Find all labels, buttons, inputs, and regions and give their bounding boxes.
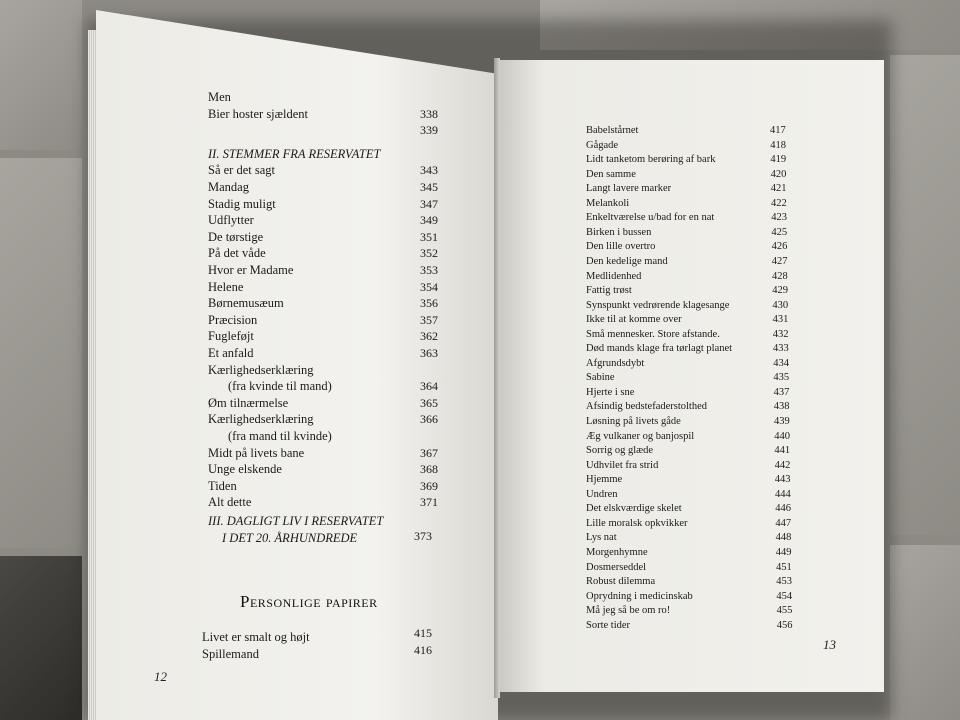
toc-entry-page-number: 448: [775, 532, 792, 544]
toc-entry-title: Oprydning i medicinskab: [586, 590, 693, 602]
toc-entry-title: På det våde: [208, 246, 266, 261]
toc-entry-title: Børnemusæum: [208, 296, 284, 311]
toc-entry-page-number: 437: [773, 386, 790, 398]
toc-entry-page-number: 353: [420, 263, 438, 277]
toc-entry-page-number: 443: [774, 474, 791, 486]
toc-entry-page-number: 343: [420, 163, 438, 178]
toc-entry-page-number: 441: [774, 445, 791, 457]
toc-entry-title: Æg vulkaner og banjospil: [586, 430, 695, 442]
toc-entry-page-number: 438: [773, 401, 790, 413]
toc-entry-page-number: 339: [420, 123, 438, 138]
toc-entry-title: Spillemand: [202, 647, 259, 661]
toc-entry-title: Et anfald: [208, 346, 254, 360]
toc-entry-title: Ikke til at komme over: [586, 314, 682, 326]
toc-entry-title: Løsning på livets gåde: [586, 416, 681, 427]
toc-entry-page-number: 418: [770, 139, 786, 151]
toc-entry-title: Tiden: [208, 478, 237, 493]
toc-entry-title: Udhvilet fra strid: [586, 459, 659, 471]
toc-entry-title: Så er det sagt: [208, 163, 275, 178]
toc-entry-title: Gågade: [586, 139, 619, 151]
toc-entry-page-number: 338: [420, 106, 438, 121]
toc-entry-page-number: 417: [770, 125, 786, 136]
toc-entry-title: Må jeg så be om ro!: [586, 605, 671, 617]
toc-entry-title: Det elskværdige skelet: [586, 503, 682, 515]
toc-entry-title: (fra mand til kvinde): [228, 429, 332, 443]
toc-entry-title: Men: [208, 90, 231, 104]
toc-entry-page-number: 345: [420, 180, 438, 194]
toc-entry-title: Stadig muligt: [208, 196, 276, 211]
toc-entry-page-number: 454: [776, 590, 793, 602]
toc-entry-title: Medlidenhed: [586, 270, 642, 282]
toc-entry-page-number: 419: [770, 154, 787, 166]
toc-entry-page-number: 428: [772, 270, 788, 282]
toc-entry-page-number: 416: [414, 643, 432, 657]
toc-entry-title: Dosmerseddel: [586, 561, 647, 573]
toc-entry-title: Livet er smalt og højt: [202, 630, 310, 644]
toc-entry-title: Afsindig bedstefaderstolthed: [586, 401, 708, 413]
toc-entry-title: Helene: [208, 279, 244, 294]
toc-entry-title: Små mennesker. Store afstande.: [586, 328, 720, 340]
toc-entry-title: Babelstårnet: [586, 125, 639, 136]
toc-entry-title: Lille moralsk opkvikker: [586, 517, 688, 529]
chapter-heading: Personlige papirer: [240, 592, 378, 611]
toc-entry-page-number: 368: [420, 462, 438, 477]
toc-entry-page-number: 446: [775, 503, 791, 515]
right-page-number: 13: [823, 637, 836, 652]
toc-entry-title: Den kedelige mand: [586, 255, 668, 267]
toc-entry-page-number: 366: [420, 412, 438, 427]
toc-entry-page-number: 430: [772, 299, 789, 311]
toc-entry-page-number: 364: [420, 379, 438, 394]
toc-entry-title: Øm tilnærmelse: [208, 395, 289, 410]
floor-tile: [0, 0, 82, 150]
toc-entry-page-number: 415: [414, 626, 432, 640]
toc-entry-page-number: 442: [774, 459, 791, 471]
toc-entry-page-number: 434: [773, 357, 789, 369]
toc-entry-page-number: 369: [420, 478, 438, 493]
section-3-page-number: 373: [414, 529, 432, 543]
toc-entry-title: Birken i bussen: [586, 226, 652, 238]
toc-entry-page-number: 362: [420, 329, 438, 344]
toc-entry-page-number: 363: [420, 346, 438, 360]
toc-entry-title: Hvor er Madame: [208, 263, 294, 277]
toc-entry-title: Enkeltværelse u/bad for en nat: [586, 212, 715, 224]
toc-entry-title: Lidt tanketom berøring af bark: [586, 154, 716, 166]
toc-entry-title: Midt på livets bane: [208, 445, 305, 460]
toc-entry-title: Afgrundsdybt: [586, 357, 645, 369]
floor-tile: [0, 158, 82, 548]
toc-entry-page-number: 367: [420, 445, 438, 460]
toc-entry-title: Udflytter: [208, 213, 254, 228]
toc-entry-title: De tørstige: [208, 229, 264, 244]
toc-entry-page-number: 444: [775, 488, 791, 500]
toc-entry-title: Den samme: [586, 168, 636, 180]
left-page-number: 12: [154, 669, 167, 684]
toc-entry-title: Robust dilemma: [586, 576, 656, 588]
section-heading-3-line2: I DET 20. ÅRHUNDREDE: [222, 531, 358, 545]
toc-entry-page-number: 354: [420, 279, 438, 294]
toc-entry-page-number: 371: [420, 495, 438, 510]
toc-entry-title: Sorte tider: [586, 619, 631, 631]
floor-tile: [0, 556, 82, 720]
toc-entry-page-number: 447: [775, 517, 792, 529]
toc-entry-page-number: 347: [420, 196, 438, 211]
toc-entry-title: Præcision: [208, 312, 258, 327]
toc-entry-page-number: 440: [774, 430, 790, 442]
toc-entry-title: Undren: [586, 488, 618, 500]
toc-entry-page-number: 435: [773, 372, 790, 384]
toc-entry-page-number: 425: [771, 226, 788, 238]
section-heading-3: III. DAGLIGT LIV I RESERVATET: [208, 514, 384, 528]
toc-entry-title: Hjerte i sne: [586, 386, 635, 398]
toc-entry-page-number: 439: [774, 416, 790, 427]
toc-entry-title: Sorrig og glæde: [586, 445, 654, 457]
toc-entry-page-number: 427: [771, 255, 788, 267]
toc-entry-title: Mandag: [208, 180, 249, 194]
section-title: II. STEMMER FRA RESERVATET: [208, 146, 381, 161]
toc-entry-title: Fugleføjt: [208, 329, 254, 344]
toc-entry-title: Sabine: [586, 372, 615, 384]
toc-entry-page-number: 351: [420, 229, 438, 244]
toc-entry-page-number: 426: [771, 241, 788, 253]
toc-entry-page-number: 433: [773, 343, 789, 355]
toc-entry-page-number: 422: [771, 197, 787, 209]
toc-entry-title: Alt dette: [208, 495, 252, 510]
toc-entry-title: Hjemme: [586, 474, 623, 486]
toc-entry-page-number: 421: [770, 183, 787, 195]
toc-entry-page-number: 365: [420, 395, 438, 410]
toc-entry-page-number: 356: [420, 296, 438, 311]
toc-entry-page-number: 431: [772, 314, 789, 326]
toc-entry-page-number: 451: [776, 561, 792, 573]
toc-entry-title: Død mands klage fra tørlagt planet: [586, 343, 733, 355]
toc-entry-title: Bier hoster sjældent: [208, 106, 308, 121]
toc-entry-title: Melankoli: [586, 197, 630, 209]
book-gutter: [494, 58, 500, 698]
toc-entry-page-number: 349: [420, 213, 438, 228]
toc-entry-page-number: 453: [776, 576, 792, 588]
toc-entry-title: (fra kvinde til mand): [228, 379, 332, 394]
toc-entry-page-number: 455: [776, 605, 793, 617]
toc-entry-page-number: 449: [775, 546, 792, 558]
toc-entry-page-number: 423: [771, 212, 787, 224]
floor-tile: [890, 55, 960, 535]
toc-entry-page-number: 352: [420, 246, 438, 261]
toc-entry-page-number: 456: [776, 619, 793, 631]
toc-entry-title: Synspunkt vedrørende klagesange: [586, 299, 730, 311]
toc-entry-title: Lys nat: [586, 532, 617, 544]
toc-entry-title: Kærlighedserklæring: [208, 412, 314, 427]
toc-entry-title: Fattig trøst: [586, 285, 632, 297]
toc-entry-page-number: 429: [772, 285, 788, 297]
toc-entry-page-number: 420: [770, 168, 787, 180]
toc-entry-title: Unge elskende: [208, 462, 282, 477]
toc-entry-page-number: 432: [772, 328, 789, 340]
toc-entry-title: Den lille overtro: [586, 241, 656, 253]
toc-entry-title: Kærlighedserklæring: [208, 362, 314, 377]
toc-entry-title: Langt lavere marker: [586, 183, 672, 195]
toc-entry-page-number: 357: [420, 312, 438, 327]
toc-entry-title: Morgenhymne: [586, 546, 648, 558]
floor-tile: [890, 545, 960, 720]
